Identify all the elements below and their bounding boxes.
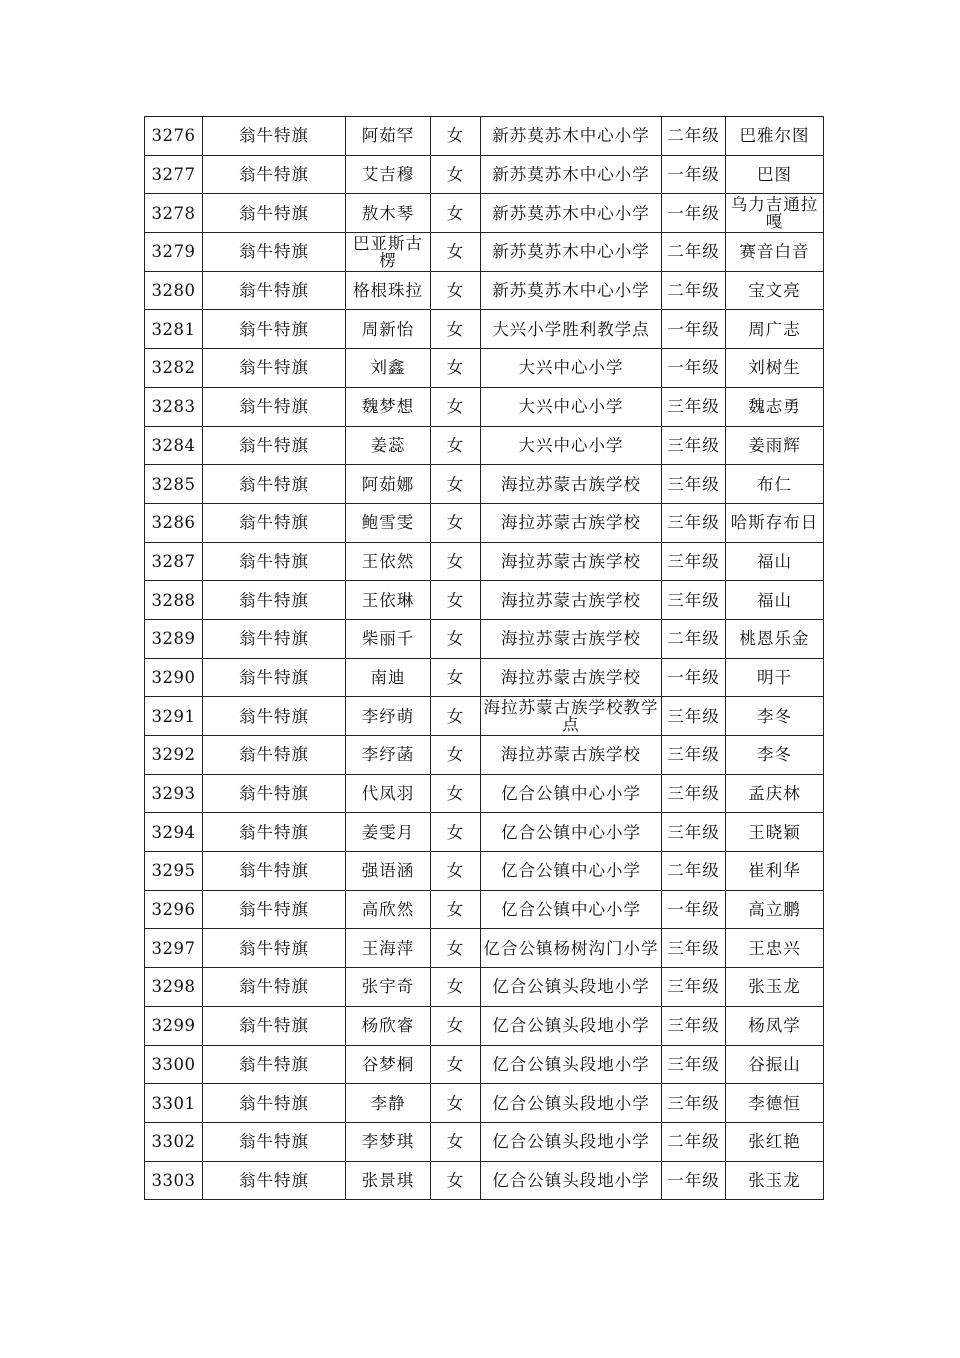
student-sex-cell: 女: [431, 581, 481, 620]
school-name-cell: 亿合公镇中心小学: [481, 813, 662, 852]
row-number-cell: 3300: [145, 1045, 203, 1084]
table-row: [145, 503, 824, 542]
grade-level-cell: 二年级: [662, 1122, 726, 1161]
banner-county-cell: 翁牛特旗: [203, 310, 346, 349]
student-name-cell: 艾吉穆: [346, 155, 431, 194]
guardian-name-cell: 王忠兴: [726, 929, 824, 968]
student-name-cell: 阿茹罕: [346, 117, 431, 156]
row-number-cell: 3298: [145, 968, 203, 1007]
table-row: [145, 1122, 824, 1161]
school-name-cell: 新苏莫苏木中心小学: [481, 194, 662, 233]
table-row: [145, 658, 824, 697]
student-sex-cell: 女: [431, 1122, 481, 1161]
student-name-cell: 巴亚斯古楞: [346, 233, 431, 272]
row-number-cell: 3284: [145, 426, 203, 465]
student-sex-cell: 女: [431, 658, 481, 697]
row-number-cell: 3279: [145, 233, 203, 272]
row-number-cell: 3302: [145, 1122, 203, 1161]
table-row: [145, 813, 824, 852]
guardian-name-cell: 乌力吉通拉嘎: [726, 194, 824, 233]
guardian-name-cell: 桃恩乐金: [726, 619, 824, 658]
row-number-cell: 3278: [145, 194, 203, 233]
student-name-cell: 南迪: [346, 658, 431, 697]
student-name-cell: 姜蕊: [346, 426, 431, 465]
banner-county-cell: 翁牛特旗: [203, 619, 346, 658]
roster-body: [145, 117, 824, 1200]
school-name-cell: 大兴中心小学: [481, 387, 662, 426]
student-sex-cell: 女: [431, 1045, 481, 1084]
student-name-cell: 姜雯月: [346, 813, 431, 852]
school-name-cell: 亿合公镇中心小学: [481, 890, 662, 929]
row-number-cell: 3297: [145, 929, 203, 968]
student-name-cell: 张宇奇: [346, 968, 431, 1007]
guardian-name-cell: 杨凤学: [726, 1006, 824, 1045]
banner-county-cell: 翁牛特旗: [203, 736, 346, 775]
student-name-cell: 李静: [346, 1084, 431, 1123]
guardian-name-cell: 姜雨辉: [726, 426, 824, 465]
student-name-cell: 强语涵: [346, 852, 431, 891]
grade-level-cell: 三年级: [662, 697, 726, 736]
student-sex-cell: 女: [431, 813, 481, 852]
school-name-cell: 亿合公镇头段地小学: [481, 1122, 662, 1161]
school-name-cell: 亿合公镇头段地小学: [481, 1084, 662, 1123]
student-sex-cell: 女: [431, 117, 481, 156]
grade-level-cell: 三年级: [662, 736, 726, 775]
school-name-cell: 亿合公镇中心小学: [481, 774, 662, 813]
banner-county-cell: 翁牛特旗: [203, 658, 346, 697]
table-row: [145, 271, 824, 310]
student-sex-cell: 女: [431, 697, 481, 736]
row-number-cell: 3285: [145, 465, 203, 504]
guardian-name-cell: 福山: [726, 581, 824, 620]
grade-level-cell: 一年级: [662, 155, 726, 194]
guardian-name-cell: 宝文亮: [726, 271, 824, 310]
school-name-cell: 新苏莫苏木中心小学: [481, 233, 662, 272]
guardian-name-cell: 孟庆林: [726, 774, 824, 813]
grade-level-cell: 一年级: [662, 194, 726, 233]
school-name-cell: 新苏莫苏木中心小学: [481, 271, 662, 310]
grade-level-cell: 三年级: [662, 387, 726, 426]
student-sex-cell: 女: [431, 929, 481, 968]
student-sex-cell: 女: [431, 1006, 481, 1045]
student-name-cell: 李纾菡: [346, 736, 431, 775]
grade-level-cell: 三年级: [662, 813, 726, 852]
student-sex-cell: 女: [431, 1084, 481, 1123]
student-sex-cell: 女: [431, 852, 481, 891]
row-number-cell: 3291: [145, 697, 203, 736]
guardian-name-cell: 张红艳: [726, 1122, 824, 1161]
table-row: [145, 1006, 824, 1045]
row-number-cell: 3296: [145, 890, 203, 929]
banner-county-cell: 翁牛特旗: [203, 349, 346, 388]
banner-county-cell: 翁牛特旗: [203, 503, 346, 542]
banner-county-cell: 翁牛特旗: [203, 968, 346, 1007]
table-row: [145, 349, 824, 388]
banner-county-cell: 翁牛特旗: [203, 387, 346, 426]
student-sex-cell: 女: [431, 155, 481, 194]
grade-level-cell: 三年级: [662, 503, 726, 542]
grade-level-cell: 一年级: [662, 1161, 726, 1200]
student-name-cell: 敖木琴: [346, 194, 431, 233]
table-row: [145, 697, 824, 736]
table-row: [145, 619, 824, 658]
student-sex-cell: 女: [431, 968, 481, 1007]
table-row: [145, 774, 824, 813]
grade-level-cell: 三年级: [662, 929, 726, 968]
student-name-cell: 王依琳: [346, 581, 431, 620]
banner-county-cell: 翁牛特旗: [203, 929, 346, 968]
grade-level-cell: 三年级: [662, 1084, 726, 1123]
school-name-cell: 海拉苏蒙古族学校: [481, 736, 662, 775]
banner-county-cell: 翁牛特旗: [203, 890, 346, 929]
student-name-cell: 魏梦想: [346, 387, 431, 426]
grade-level-cell: 二年级: [662, 619, 726, 658]
guardian-name-cell: 明干: [726, 658, 824, 697]
table-row: [145, 1084, 824, 1123]
banner-county-cell: 翁牛特旗: [203, 542, 346, 581]
student-sex-cell: 女: [431, 310, 481, 349]
grade-level-cell: 二年级: [662, 852, 726, 891]
student-sex-cell: 女: [431, 503, 481, 542]
student-name-cell: 格根珠拉: [346, 271, 431, 310]
table-row: [145, 465, 824, 504]
school-name-cell: 新苏莫苏木中心小学: [481, 117, 662, 156]
banner-county-cell: 翁牛特旗: [203, 271, 346, 310]
row-number-cell: 3301: [145, 1084, 203, 1123]
student-sex-cell: 女: [431, 233, 481, 272]
student-sex-cell: 女: [431, 426, 481, 465]
banner-county-cell: 翁牛特旗: [203, 1122, 346, 1161]
banner-county-cell: 翁牛特旗: [203, 117, 346, 156]
guardian-name-cell: 周广志: [726, 310, 824, 349]
banner-county-cell: 翁牛特旗: [203, 233, 346, 272]
banner-county-cell: 翁牛特旗: [203, 1006, 346, 1045]
guardian-name-cell: 巴雅尔图: [726, 117, 824, 156]
banner-county-cell: 翁牛特旗: [203, 774, 346, 813]
table-row: [145, 736, 824, 775]
row-number-cell: 3295: [145, 852, 203, 891]
row-number-cell: 3290: [145, 658, 203, 697]
school-name-cell: 亿合公镇杨树沟门小学: [481, 929, 662, 968]
row-number-cell: 3283: [145, 387, 203, 426]
table-row: [145, 117, 824, 156]
table-row: [145, 542, 824, 581]
student-name-cell: 李梦琪: [346, 1122, 431, 1161]
student-sex-cell: 女: [431, 736, 481, 775]
row-number-cell: 3281: [145, 310, 203, 349]
student-name-cell: 杨欣睿: [346, 1006, 431, 1045]
banner-county-cell: 翁牛特旗: [203, 155, 346, 194]
school-name-cell: 亿合公镇头段地小学: [481, 1045, 662, 1084]
table-row: [145, 1161, 824, 1200]
student-name-cell: 柴丽千: [346, 619, 431, 658]
guardian-name-cell: 谷振山: [726, 1045, 824, 1084]
table-row: [145, 387, 824, 426]
student-sex-cell: 女: [431, 542, 481, 581]
table-row: [145, 1045, 824, 1084]
guardian-name-cell: 张玉龙: [726, 968, 824, 1007]
grade-level-cell: 三年级: [662, 1045, 726, 1084]
student-name-cell: 刘鑫: [346, 349, 431, 388]
student-roster-table: [144, 116, 824, 1200]
grade-level-cell: 二年级: [662, 117, 726, 156]
guardian-name-cell: 哈斯存布日: [726, 503, 824, 542]
grade-level-cell: 三年级: [662, 968, 726, 1007]
banner-county-cell: 翁牛特旗: [203, 581, 346, 620]
school-name-cell: 亿合公镇头段地小学: [481, 1161, 662, 1200]
row-number-cell: 3286: [145, 503, 203, 542]
grade-level-cell: 三年级: [662, 465, 726, 504]
row-number-cell: 3288: [145, 581, 203, 620]
guardian-name-cell: 布仁: [726, 465, 824, 504]
guardian-name-cell: 李冬: [726, 736, 824, 775]
banner-county-cell: 翁牛特旗: [203, 1161, 346, 1200]
guardian-name-cell: 高立鹏: [726, 890, 824, 929]
row-number-cell: 3299: [145, 1006, 203, 1045]
guardian-name-cell: 巴图: [726, 155, 824, 194]
student-sex-cell: 女: [431, 619, 481, 658]
grade-level-cell: 二年级: [662, 233, 726, 272]
student-sex-cell: 女: [431, 271, 481, 310]
guardian-name-cell: 张玉龙: [726, 1161, 824, 1200]
guardian-name-cell: 魏志勇: [726, 387, 824, 426]
row-number-cell: 3292: [145, 736, 203, 775]
table-row: [145, 852, 824, 891]
student-name-cell: 代凤羽: [346, 774, 431, 813]
banner-county-cell: 翁牛特旗: [203, 1045, 346, 1084]
student-sex-cell: 女: [431, 890, 481, 929]
school-name-cell: 亿合公镇头段地小学: [481, 968, 662, 1007]
row-number-cell: 3282: [145, 349, 203, 388]
banner-county-cell: 翁牛特旗: [203, 1084, 346, 1123]
student-name-cell: 高欣然: [346, 890, 431, 929]
student-name-cell: 王依然: [346, 542, 431, 581]
student-name-cell: 王海萍: [346, 929, 431, 968]
guardian-name-cell: 李冬: [726, 697, 824, 736]
grade-level-cell: 一年级: [662, 349, 726, 388]
school-name-cell: 新苏莫苏木中心小学: [481, 155, 662, 194]
school-name-cell: 亿合公镇中心小学: [481, 852, 662, 891]
guardian-name-cell: 崔利华: [726, 852, 824, 891]
student-sex-cell: 女: [431, 774, 481, 813]
guardian-name-cell: 福山: [726, 542, 824, 581]
school-name-cell: 大兴中心小学: [481, 426, 662, 465]
banner-county-cell: 翁牛特旗: [203, 465, 346, 504]
grade-level-cell: 三年级: [662, 774, 726, 813]
student-name-cell: 谷梦桐: [346, 1045, 431, 1084]
school-name-cell: 亿合公镇头段地小学: [481, 1006, 662, 1045]
banner-county-cell: 翁牛特旗: [203, 813, 346, 852]
table-row: [145, 581, 824, 620]
school-name-cell: 大兴中心小学: [481, 349, 662, 388]
grade-level-cell: 一年级: [662, 658, 726, 697]
student-sex-cell: 女: [431, 465, 481, 504]
row-number-cell: 3289: [145, 619, 203, 658]
table-row: [145, 194, 824, 233]
school-name-cell: 大兴小学胜利教学点: [481, 310, 662, 349]
student-sex-cell: 女: [431, 387, 481, 426]
grade-level-cell: 一年级: [662, 890, 726, 929]
grade-level-cell: 一年级: [662, 310, 726, 349]
school-name-cell: 海拉苏蒙古族学校: [481, 503, 662, 542]
row-number-cell: 3293: [145, 774, 203, 813]
student-sex-cell: 女: [431, 349, 481, 388]
school-name-cell: 海拉苏蒙古族学校: [481, 619, 662, 658]
school-name-cell: 海拉苏蒙古族学校: [481, 581, 662, 620]
banner-county-cell: 翁牛特旗: [203, 426, 346, 465]
banner-county-cell: 翁牛特旗: [203, 852, 346, 891]
table-row: [145, 155, 824, 194]
grade-level-cell: 三年级: [662, 542, 726, 581]
table-row: [145, 233, 824, 272]
row-number-cell: 3294: [145, 813, 203, 852]
guardian-name-cell: 刘树生: [726, 349, 824, 388]
banner-county-cell: 翁牛特旗: [203, 194, 346, 233]
grade-level-cell: 三年级: [662, 1006, 726, 1045]
row-number-cell: 3303: [145, 1161, 203, 1200]
school-name-cell: 海拉苏蒙古族学校: [481, 542, 662, 581]
table-row: [145, 426, 824, 465]
grade-level-cell: 三年级: [662, 426, 726, 465]
table-row: [145, 310, 824, 349]
student-name-cell: 张景琪: [346, 1161, 431, 1200]
row-number-cell: 3277: [145, 155, 203, 194]
row-number-cell: 3280: [145, 271, 203, 310]
student-sex-cell: 女: [431, 194, 481, 233]
table-row: [145, 968, 824, 1007]
guardian-name-cell: 王晓颖: [726, 813, 824, 852]
row-number-cell: 3287: [145, 542, 203, 581]
student-name-cell: 阿茹娜: [346, 465, 431, 504]
table-row: [145, 929, 824, 968]
student-name-cell: 李纾萌: [346, 697, 431, 736]
school-name-cell: 海拉苏蒙古族学校教学点: [481, 697, 662, 736]
table-row: [145, 890, 824, 929]
row-number-cell: 3276: [145, 117, 203, 156]
grade-level-cell: 二年级: [662, 271, 726, 310]
grade-level-cell: 三年级: [662, 581, 726, 620]
school-name-cell: 海拉苏蒙古族学校: [481, 658, 662, 697]
student-sex-cell: 女: [431, 1161, 481, 1200]
banner-county-cell: 翁牛特旗: [203, 697, 346, 736]
guardian-name-cell: 赛音白音: [726, 233, 824, 272]
student-name-cell: 鲍雪雯: [346, 503, 431, 542]
guardian-name-cell: 李德恒: [726, 1084, 824, 1123]
student-name-cell: 周新怡: [346, 310, 431, 349]
school-name-cell: 海拉苏蒙古族学校: [481, 465, 662, 504]
